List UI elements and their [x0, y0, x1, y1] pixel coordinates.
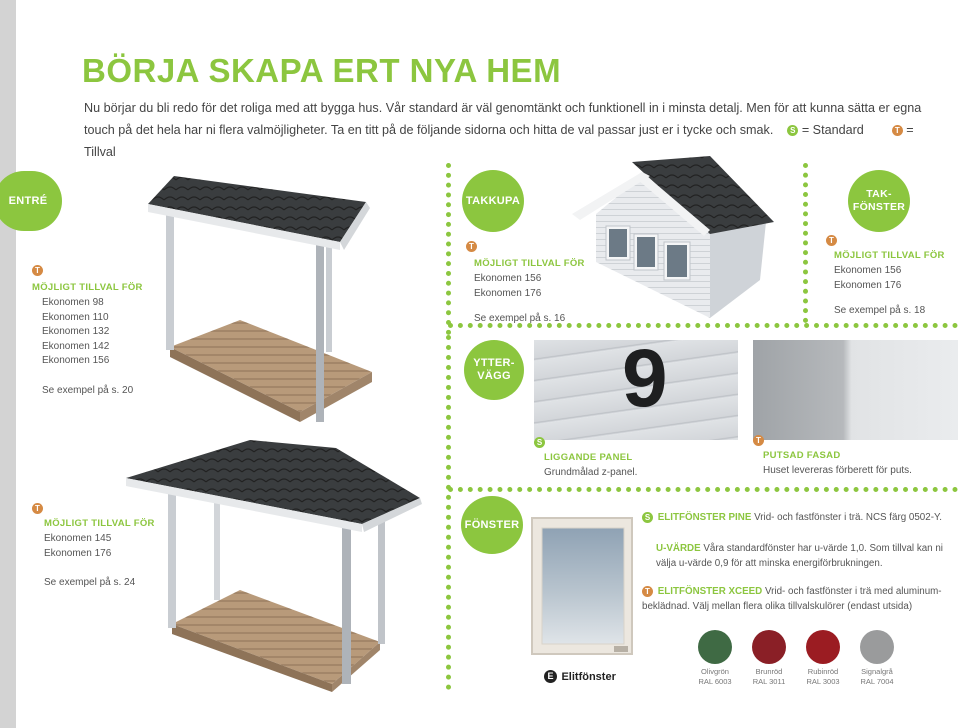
see-example: Se exempel på s. 18	[834, 305, 926, 316]
section-badge-yttervagg	[464, 340, 524, 400]
fonster-uvarde-text	[656, 541, 946, 571]
swatch-code: RAL 3011	[752, 677, 786, 686]
swatch-name: Brunröd	[755, 667, 783, 676]
intro-paragraph	[84, 97, 944, 163]
list-item: Ekonomen 176	[474, 287, 542, 299]
fonster-xceed-text	[642, 584, 942, 614]
swatch-name: Signalgrå	[861, 667, 893, 676]
list-item: Ekonomen 98	[42, 297, 104, 308]
left-margin-bar	[0, 0, 16, 728]
uvarde-description: Våra standardfönster har u-värde 1,0. Som tillval kan ni välja u-värde 0,9 för att minska energiförbrukningen.	[656, 543, 943, 569]
tillval-badge-icon: T	[642, 586, 653, 597]
panel-description: Grundmålad z-panel.	[544, 467, 638, 478]
legend-standard: = Standard	[801, 123, 864, 137]
page-title: BÖRJA SKAPA ERT NYA HEM	[82, 52, 562, 89]
swatch-brunrod	[752, 630, 786, 664]
dotted-divider	[446, 163, 451, 335]
list-item: Ekonomen 176	[834, 279, 902, 291]
swatch-rubinrod	[806, 630, 840, 664]
fonster-pine-text	[642, 510, 942, 525]
legend-tillval: = Tillval	[84, 123, 914, 159]
section-label: ENTRÉ	[8, 194, 48, 207]
option-title: MÖJLIGT TILLVAL FÖR	[834, 250, 945, 261]
brand-logo-icon: E	[544, 670, 557, 683]
section-badge-entre	[0, 171, 62, 231]
option-title: MÖJLIGT TILLVAL FÖR	[474, 258, 585, 269]
pine-description: Vrid- och fastfönster i trä. NCS färg 0502-Y.	[754, 512, 942, 523]
list-item: Ekonomen 142	[42, 340, 110, 352]
option-title: MÖJLIGT TILLVAL FÖR	[44, 518, 155, 529]
tillval-badge-icon: T	[32, 503, 43, 514]
takfonster-option	[826, 232, 956, 316]
intro-text: Nu börjar du bli redo för det roliga med att bygga hus. Vår standard är väl genomtänkt och funktionell in i minsta detalj. Men för att kunna sätta er egna touch på det hela har ni flera valmöjligheter. Ta en titt på de följande sidorna och hitta de val passar just er i tycke och smak.	[84, 101, 922, 137]
standard-badge-icon: S	[534, 437, 545, 448]
house-number: 9	[622, 340, 668, 424]
dotted-divider	[803, 163, 808, 323]
see-example: Se exempel på s. 16	[474, 313, 566, 324]
dotted-divider	[446, 335, 451, 690]
list-item: Ekonomen 176	[44, 547, 112, 559]
list-item: Ekonomen 156	[474, 273, 542, 284]
swatch-name: Olivgrön	[701, 667, 729, 676]
list-item: Ekonomen 110	[42, 311, 109, 323]
entre-porch-illustration-1	[140, 172, 380, 424]
list-item: Ekonomen 156	[42, 355, 110, 366]
panel-caption	[534, 434, 744, 481]
swatch-code: RAL 6003	[698, 677, 732, 686]
standard-badge-icon: S	[642, 512, 653, 523]
liggande-panel-photo	[534, 340, 738, 440]
tillval-badge-icon: T	[892, 125, 903, 136]
section-badge-fonster	[461, 496, 523, 554]
fasad-description: Huset levereras förberett för puts.	[763, 465, 912, 476]
entre-porch-illustration-2	[122, 434, 428, 694]
list-item: Ekonomen 132	[42, 326, 110, 337]
brand-logo	[544, 668, 616, 686]
section-label: FÖNSTER	[464, 518, 520, 531]
dormer-illustration	[570, 150, 776, 320]
tillval-badge-icon: T	[466, 241, 477, 252]
swatch-label-signalgra	[842, 667, 912, 687]
brand-name: Elitfönster	[561, 670, 616, 683]
section-label: FÖNSTER	[852, 201, 906, 213]
xceed-title: ELITFÖNSTER XCEED	[657, 586, 763, 597]
xceed-description: Vrid- och fastfönster i trä med aluminum-beklädnad. Välj mellan flera olika tillvalskulörer (endast utsida)	[642, 586, 942, 612]
list-item: Ekonomen 145	[44, 533, 112, 544]
section-badge-takfonster	[848, 170, 910, 232]
panel-title: LIGGANDE PANEL	[544, 452, 633, 463]
fasad-caption	[753, 432, 958, 479]
swatch-name: Rubinröd	[807, 667, 839, 676]
see-example: Se exempel på s. 24	[44, 577, 136, 588]
tillval-badge-icon: T	[826, 235, 837, 246]
section-label: TAK-	[866, 188, 892, 200]
swatch-signalgra	[860, 630, 894, 664]
pine-title: ELITFÖNSTER PINE	[657, 512, 752, 523]
swatch-code: RAL 7004	[860, 677, 894, 686]
fasad-title: PUTSAD FASAD	[763, 450, 841, 461]
tillval-badge-icon: T	[753, 435, 764, 446]
option-title: MÖJLIGT TILLVAL FÖR	[32, 282, 143, 293]
uvarde-title: U-VÄRDE	[656, 543, 701, 554]
section-label: VÄGG	[477, 370, 511, 382]
window-illustration	[530, 516, 636, 658]
tillval-badge-icon: T	[32, 265, 43, 276]
swatch-code: RAL 3003	[806, 677, 840, 686]
section-label: TAKKUPA	[465, 194, 521, 207]
swatch-olivgron	[698, 630, 732, 664]
standard-badge-icon: S	[787, 125, 798, 136]
section-label: YTTER-	[473, 357, 515, 369]
section-badge-takkupa	[462, 170, 524, 232]
putsad-fasad-photo	[753, 340, 958, 440]
dotted-divider	[448, 487, 958, 492]
list-item: Ekonomen 156	[834, 265, 902, 276]
see-example: Se exempel på s. 20	[42, 384, 134, 396]
